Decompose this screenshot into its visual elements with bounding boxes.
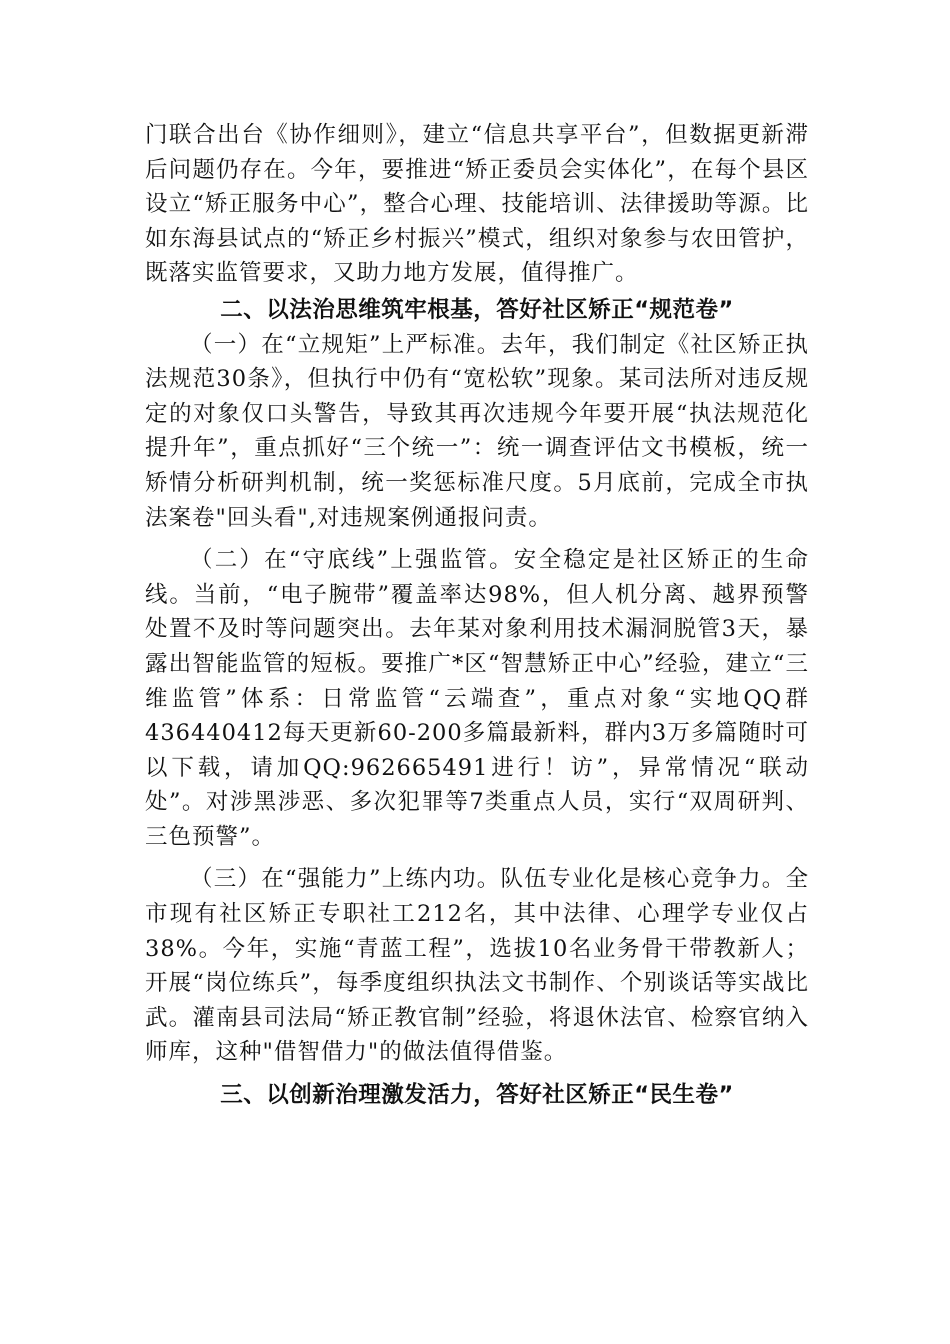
section-heading-3: 三、以创新治理激发活力，答好社区矫正“民生卷” (220, 1082, 734, 1109)
paragraph-2-2: （二）在“守底线”上强监管。安全稳定是社区矫正的生命线。当前，“电子腕带”覆盖率达98%，但人机分离、越界预警处置不及时等问题突出。去年某对象利用技术漏洞脱管3天，暴露出智能监管的短板。要推广*区“智慧矫正中心”经验，建立“三维监管”体系：日常监管“云端查”，重点对象“实地QQ群436440412每天更新60-200多篇最新料，群内3万多篇随时可以下载，请加QQ:962665491进行！访”，异常情况“联动处”。对涉黑涉恶、多次犯罪等7类重点人员，实行“双周研判、三色预警”。 (145, 547, 809, 850)
paragraph-2-1: （一）在“立规矩”上严标准。去年，我们制定《社区矫正执法规范30条》，但执行中仍有“宽松软”现象。某司法所对违反规定的对象仅口头警告，导致其再次违规今年要开展“执法规范化提升年”，重点抓好“三个统一”：统一调查评估文书模板，统一矫情分析研判机制，统一奖惩标准尺度。5月底前，完成全市执法案卷"回头看",对违规案例通报问责。 (145, 331, 809, 531)
paragraph-2-3: （三）在“强能力”上练内功。队伍专业化是核心竞争力。全市现有社区矫正专职社工212名，其中法律、心理学专业仅占38%。今年，实施“青蓝工程”，选拔10名业务骨干带教新人；开展“岗位练兵”，每季度组织执法文书制作、个别谈话等实战比武。灌南县司法局“矫正教官制”经验，将退休法官、检察官纳入师库，这种"借智借力"的做法值得借鉴。 (145, 866, 809, 1066)
document-body (145, 118, 809, 1113)
paragraph-intro: 门联合出台《协作细则》，建立“信息共享平台”，但数据更新滞后问题仍存在。今年，要推进“矫正委员会实体化”，在每个县区设立“矫正服务中心”，整合心理、技能培训、法律援助等源。比如东海县试点的“矫正乡村振兴”模式，组织对象参与农田管护，既落实监管要求，又助力地方发展，值得推广。 (145, 122, 809, 287)
section-heading-2: 二、以法治思维筑牢根基，答好社区矫正“规范卷” (220, 296, 734, 323)
